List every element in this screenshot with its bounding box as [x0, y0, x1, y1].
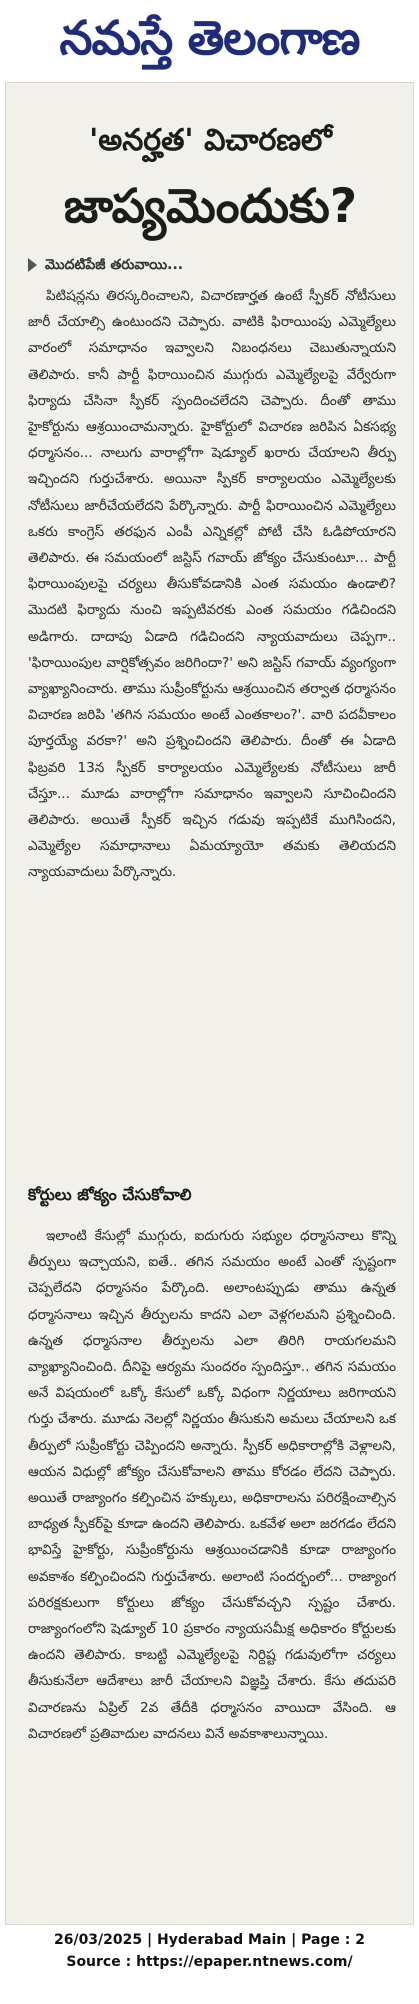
- headline-line-1: 'అనర్హత' విచారణలో: [89, 123, 332, 158]
- article-clipping: [5, 82, 414, 1925]
- jump-label-text: మొదటిపేజీ తరువాయి...: [45, 257, 184, 273]
- article-paragraph-2: ఇలాంటి కేసుల్లో ముగ్గురు, ఐదుగురు సభ్యుల ధర్మాసనాలు కొన్ని తీర్పులు ఇచ్చాయని, ఐతే.. తగిన సమయం అంటే ఎంతో స్పష్టంగా చెప్పలేదని ధర్మాసనం పేర్కొంది. అలాంటప్పుడు తాము ఉన్నత ధర్మాసనాలు ఇచ్చిన తీర్పులను కాదని ఎలా వెళ్లగలమని ప్రశ్నించింది. ఉన్నత ధర్మాసనాల తీర్పులను ఎలా తిరిగి రాయగలమని వ్యాఖ్యానించింది. దీనిపై ఆర్యమ సుందరం స్పందిస్తూ.. తగిన సమయం అనే విషయంలో ఒక్కో కేసులో ఒక్కో విధంగా నిర్ణయాలు జరిగాయని గుర్తు చేశారు. మూడు నెలల్లో నిర్ణయం తీసుకుని అమలు చేయాలని ఒక తీర్పులో సుప్రీంకోర్టు చెప్పిందని అన్నారు. స్పీకర్ అధికారాల్లోకి వెళ్లాలని, ఆయన విధుల్లో జోక్యం చేసుకోవాలని తాము కోరడం లేదని చెప్పారు. అయితే రాజ్యాంగం కల్పించిన హక్కులు, అధికారాలను పరిరక్షించాల్సిన బాధ్యత స్పీకర్‌పై కూడా ఉందని తెలిపారు. ఒకవేళ అలా జరగడం లేదని భావిస్తే హైకోర్టు, సుప్రీంకోర్టును ఆశ్రయించడానికి కూడా రాజ్యాంగం అవకాశం కల్పించిందని గుర్తుచేశారు. అలాంటి సందర్భంలో... రాజ్యాంగ పరిరక్షకులుగా కోర్టులు జోక్యం చేసుకోవచ్చని స్పష్టం చేశారు. రాజ్యాంగంలోని షెడ్యూల్ 10 ప్రకారం న్యాయసమీక్ష అధికారం కోర్టులకు ఉందని తెలిపారు. కాబట్టి ఎమ్మెల్యేలపై నిర్దిష్ట గడువులోగా చర్యలు తీసుకునేలా ఆదేశాలు జారీ చేయాలని విజ్ఞప్తి చేశారు. కేసు తదుపరి విచారణను ఏప్రిల్ 2వ తేదీకి ధర్మాసనం వాయిదా వేసింది. ఆ విచారణలో ప్రతివాదుల వాదనలు వినే అవకాశాలున్నాయి.: [28, 1228, 396, 1742]
- footer-date-line: 26/03/2025 | Hyderabad Main | Page : 2: [53, 1932, 366, 1948]
- article-subhead: కోర్టులు జోక్యం చేసుకోవాలి: [28, 1185, 192, 1204]
- newspaper-masthead: నమస్తే తెలంగాణ: [0, 0, 419, 80]
- jump-label: [28, 255, 183, 275]
- footer-source-line: Source : https://epaper.ntnews.com/: [66, 1954, 353, 1970]
- triangle-icon: [28, 258, 37, 272]
- headline-line-2: జాప్యమెందుకు?: [63, 179, 358, 234]
- article-paragraph-1: పిటిషన్లను తిరస్కరించాలని, విచారణార్హత ఉంటే స్పీకర్ నోటీసులు జారీ చేయాల్సి ఉంటుందని చెప్పారు. వాటికి ఫిరాయింపు ఎమ్మెల్యేలు వారంలో సమాధానం ఇవ్వాలని నిబంధనలు చెబుతున్నాయని తెలిపారు. కానీ పార్టీ ఫిరాయించిన ముగ్గురు ఎమ్మెల్యేలపై వేర్వేరుగా ఫిర్యాదు చేసినా స్పీకర్ స్పందించలేదని చెప్పారు. దీంతో తాము హైకోర్టును ఆశ్రయించామన్నారు. హైకోర్టులో విచారణ జరిపిన ఏకసభ్య ధర్మాసనం... నాలుగు వారాల్లోగా షెడ్యూల్ ఖరారు చేయాలని తీర్పు ఇచ్చిందని గుర్తుచేశారు. అయినా స్పీకర్ కార్యాలయం ఎమ్మెల్యేలకు నోటీసులు జారీచేయలేదని పేర్కొన్నారు. పార్టీ ఫిరాయించిన ఎమ్మెల్యేలు ఒకరు కాంగ్రెస్ తరఫున ఎంపీ ఎన్నికల్లో పోటీ చేసి ఓడిపోయారని తెలిపారు. ఈ సమయంలో జస్టిస్ గవాయ్ జోక్యం చేసుకుంటూ... పార్టీ ఫిరాయింపులపై చర్యలు తీసుకోవడానికి ఎంత సమయం ఉండాలి? మొదటి ఫిర్యాదు నుంచి ఇప్పటివరకు ఎంత సమయం గడిచిందని అడిగారు. దాదాపు ఏడాది గడిచిందని న్యాయవాదులు చెప్పగా.. 'ఫిరాయింపుల వార్షికోత్సవం జరిగిందా?' అని జస్టిస్ గవాయ్ వ్యంగ్యంగా వ్యాఖ్యానించారు. తాము సుప్రీంకోర్టును ఆశ్రయించిన తర్వాత ధర్మాసనం విచారణ జరిపి 'తగిన సమయం అంటే ఎంతకాలం?'. వారి పదవీకాలం పూర్తయ్యే వరకా?' అని ప్రశ్నించిందని తెలిపారు. దీంతో ఈ ఏడాది ఫిబ్రవరి 13న స్పీకర్ కార్యాలయం ఎమ్మెల్యేలకు నోటీసులు జారీ చేస్తూ... మూడు వారాల్లోగా సమాధానం ఇవ్వాలని సూచించిందని తెలిపారు. అయితే స్పీకర్ ఇచ్చిన గడువు ఇప్పటికే ముగిసిందని, ఎమ్మెల్యేల సమాధానాలు ఏమయ్యాయో తమకు తెలియదని న్యాయవాదులు పేర్కొన్నారు.: [28, 288, 396, 881]
